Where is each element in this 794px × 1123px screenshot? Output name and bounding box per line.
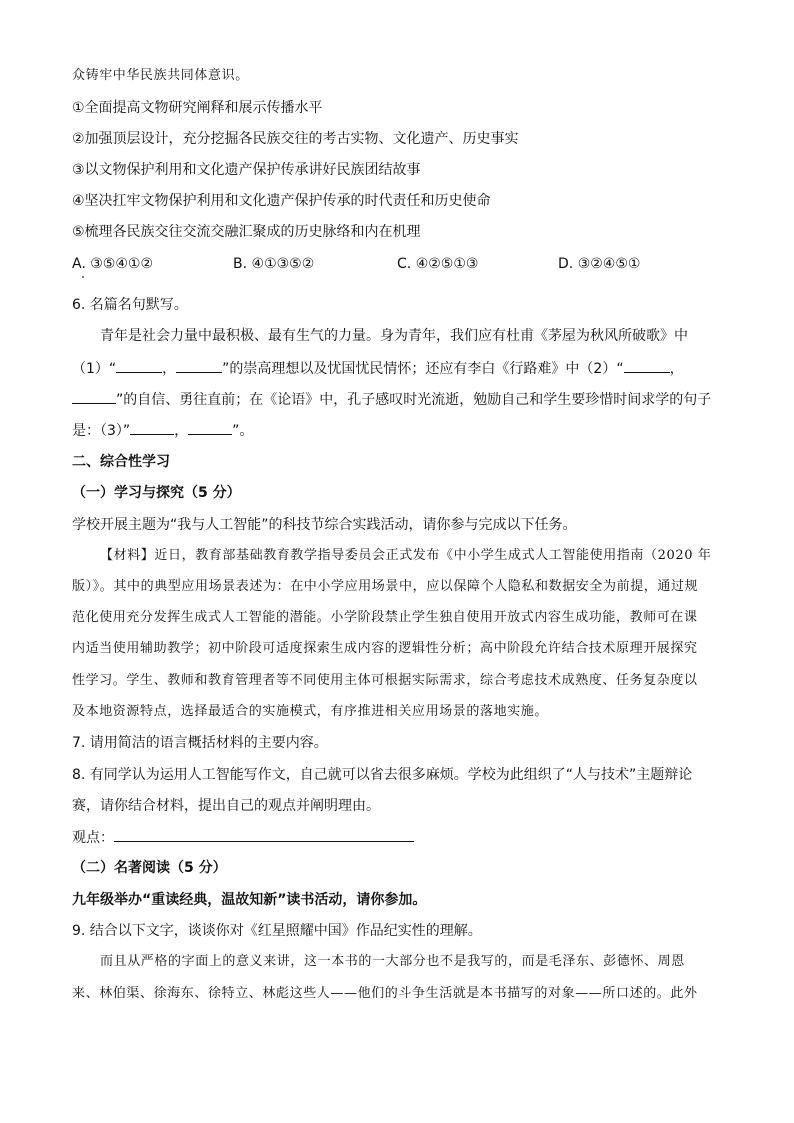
- material-line-3: 范化使用充分发挥生成式人工智能的潜能。小学阶段禁止学生独自使用开放式内容生成功能，教师可在课: [72, 610, 698, 625]
- q5-option-a: A. ③⑤④①②: [72, 256, 153, 272]
- section-2-title: 二、综合性学习: [72, 454, 170, 470]
- answer-blank-1b[interactable]: [176, 358, 222, 373]
- q5-option-c: C. ④②⑤①③: [397, 256, 479, 272]
- task-intro: 学校开展主题为“我与人工智能”的科技节综合实践活动，请你参与完成以下任务。: [72, 517, 577, 533]
- q6-line-4: 是：（3）” ， ”。: [72, 420, 253, 441]
- answer-blank-3a[interactable]: [130, 420, 174, 435]
- q8-line-1: 8. 有同学认为运用人工智能写作文，自己就可以省去很多麻烦。学校为此组织了“人与技术”主题辩论: [72, 767, 693, 783]
- viewpoint-answer-line[interactable]: [114, 827, 414, 842]
- answer-blank-2b[interactable]: [72, 389, 116, 404]
- q5-item-1: ①全面提高文物研究阐释和展示传播水平: [72, 100, 323, 116]
- subsection-2-title: （二）名著阅读（5 分）: [72, 860, 227, 876]
- q9: 9. 结合以下文字，谈谈你对《红星照耀中国》作品纪实性的理解。: [72, 923, 482, 939]
- viewpoint-row: 观点：: [72, 827, 414, 848]
- q5-item-2: ②加强顶层设计，充分挖掘各民族交往的考古实物、文化遗产、历史事实: [72, 131, 519, 147]
- stray-dot: [82, 276, 84, 278]
- q5-item-3: ③以文物保护利用和文化遗产保护传承讲好民族团结故事: [72, 162, 421, 178]
- q5-item-5: ⑤梳理各民族交往交流交融汇聚成的历史脉络和内在机理: [72, 224, 421, 240]
- answer-blank-1a[interactable]: [116, 358, 162, 373]
- answer-blank-2a[interactable]: [624, 358, 670, 373]
- q7: 7. 请用简洁的语言概括材料的主要内容。: [72, 735, 328, 751]
- material-line-1: 【材料】近日，教育部基础教育教学指导委员会正式发布《中小学生成式人工智能使用指南（2020 年: [100, 548, 712, 563]
- q5-item-4: ④坚决扛牢文物保护利用和文化遗产保护传承的时代责任和历史使命: [72, 193, 491, 209]
- q6-line-2: （1）“ ， ”的崇高理想以及忧国忧民情怀；还应有李白《行路难》中（2）“ ，: [72, 358, 684, 379]
- subsection-1-title: （一）学习与探究（5 分）: [72, 485, 241, 501]
- activity-title: 九年级举办“重读经典，温故知新”读书活动，请你参加。: [72, 892, 427, 908]
- q8-line-2: 赛，请你结合材料，提出自己的观点并阐明理由。: [72, 798, 380, 814]
- q6-line-1: 青年是社会力量中最积极、最有生气的力量。身为青年，我们应有杜甫《茅屋为秋风所破歌》中: [100, 328, 688, 344]
- quote-line-2: 来、林伯渠、徐海东、徐特立、林彪这些人——他们的斗争生活就是本书描写的对象——所口述的。此外: [72, 986, 698, 1001]
- material-line-4: 内适当使用辅助教学；初中阶段可适度探索生成内容的逻辑性分析；高中阶段允许结合技术原理开展探究: [72, 641, 698, 656]
- answer-blank-3b[interactable]: [188, 420, 232, 435]
- material-line-6: 及本地资源特点，选择最适合的实施模式，有序推进相关应用场景的落地实施。: [72, 704, 549, 719]
- material-line-2: 版）》。其中的典型应用场景表述为：在中小学应用场景中，应以保障个人隐私和数据安全为前提，通过规: [72, 579, 699, 594]
- intro-tail: 众铸牢中华民族共同体意识。: [72, 68, 249, 83]
- q6-title: 6. 名篇名句默写。: [72, 297, 188, 313]
- material-line-5: 性学习。学生、教师和教育管理者等不同使用主体可根据实际需求，综合考虑技术成熟度、任务复杂度以: [72, 673, 698, 688]
- quote-line-1: 而且从严格的字面上的意义来讲，这一本书的一大部分也不是我写的，而是毛泽东、彭德怀、周恩: [100, 954, 685, 969]
- q5-option-b: B. ④①③⑤②: [233, 256, 315, 272]
- q6-line-3: ”的自信、勇往直前；在《论语》中，孔子感叹时光流逝，勉励自己和学生要珍惜时间求学的句子: [72, 389, 711, 410]
- q5-option-d: D. ③②④⑤①: [558, 256, 641, 272]
